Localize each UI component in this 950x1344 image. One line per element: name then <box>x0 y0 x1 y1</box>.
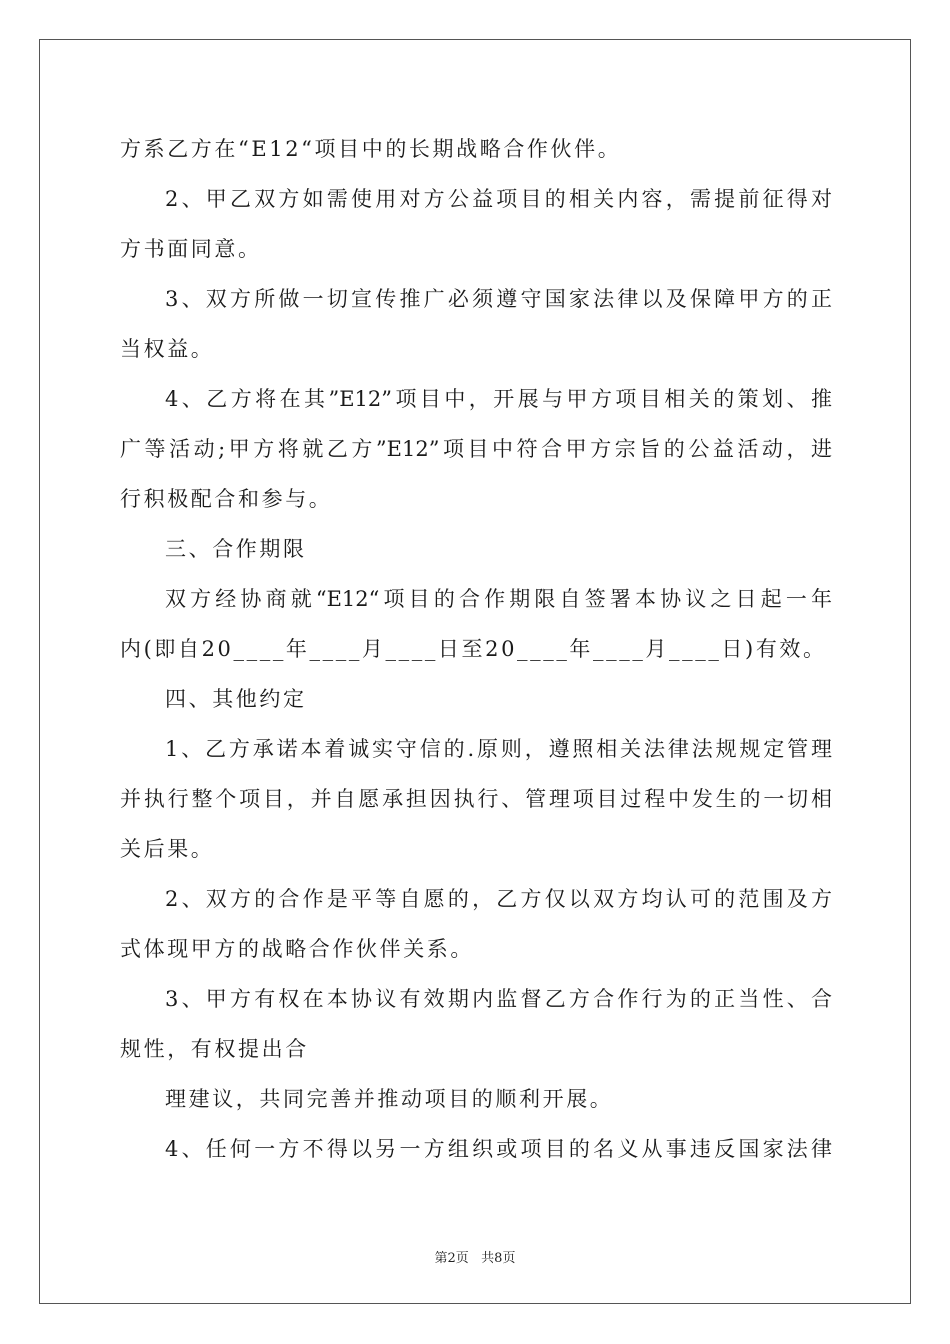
text-line: 理建议，共同完善并推动项目的顺利开展。 <box>165 1087 614 1111</box>
page-number: 第2页 共8页 <box>434 1251 516 1266</box>
text-line: 4、任何一方不得以另一方组织或项目的名义从事违反国家法律 <box>165 1137 832 1161</box>
text-line: 2、甲乙双方如需使用对方公益项目的相关内容，需提前征得对 <box>165 187 832 211</box>
text-line: 方系乙方在“E12“项目中的长期战略合作伙伴。 <box>120 137 622 161</box>
text-line: 1、乙方承诺本着诚实守信的.原则，遵照相关法律法规规定管理 <box>165 737 832 761</box>
text-line: 3、甲方有权在本协议有效期内监督乙方合作行为的正当性、合 <box>165 987 832 1011</box>
text-line: 当权益。 <box>120 337 215 361</box>
text-line: 4、乙方将在其”E12”项目中，开展与甲方项目相关的策划、推 <box>165 387 832 411</box>
text-line: 并执行整个项目，并自愿承担因执行、管理项目过程中发生的一切相 <box>120 787 832 811</box>
document-body <box>120 124 832 1174</box>
text-line: 行积极配合和参与。 <box>120 487 333 511</box>
text-line: 广等活动;甲方将就乙方”E12”项目中符合甲方宗旨的公益活动，进 <box>120 437 832 461</box>
text-line: 关后果。 <box>120 837 215 861</box>
text-line: 内(即自20____年____月____日至20____年____月____日)有效。 <box>120 637 827 661</box>
text-line: 式体现甲方的战略合作伙伴关系。 <box>120 937 474 961</box>
text-line: 方书面同意。 <box>120 237 262 261</box>
text-line: 2、双方的合作是平等自愿的，乙方仅以双方均认可的范围及方 <box>165 887 832 911</box>
text-line: 双方经协商就“E12“项目的合作期限自签署本协议之日起一年 <box>165 587 832 611</box>
text-line: 四、其他约定 <box>165 687 307 711</box>
text-line: 三、合作期限 <box>165 537 307 561</box>
text-line: 规性，有权提出合 <box>120 1037 309 1061</box>
text-line: 3、双方所做一切宣传推广必须遵守国家法律以及保障甲方的正 <box>165 287 832 311</box>
